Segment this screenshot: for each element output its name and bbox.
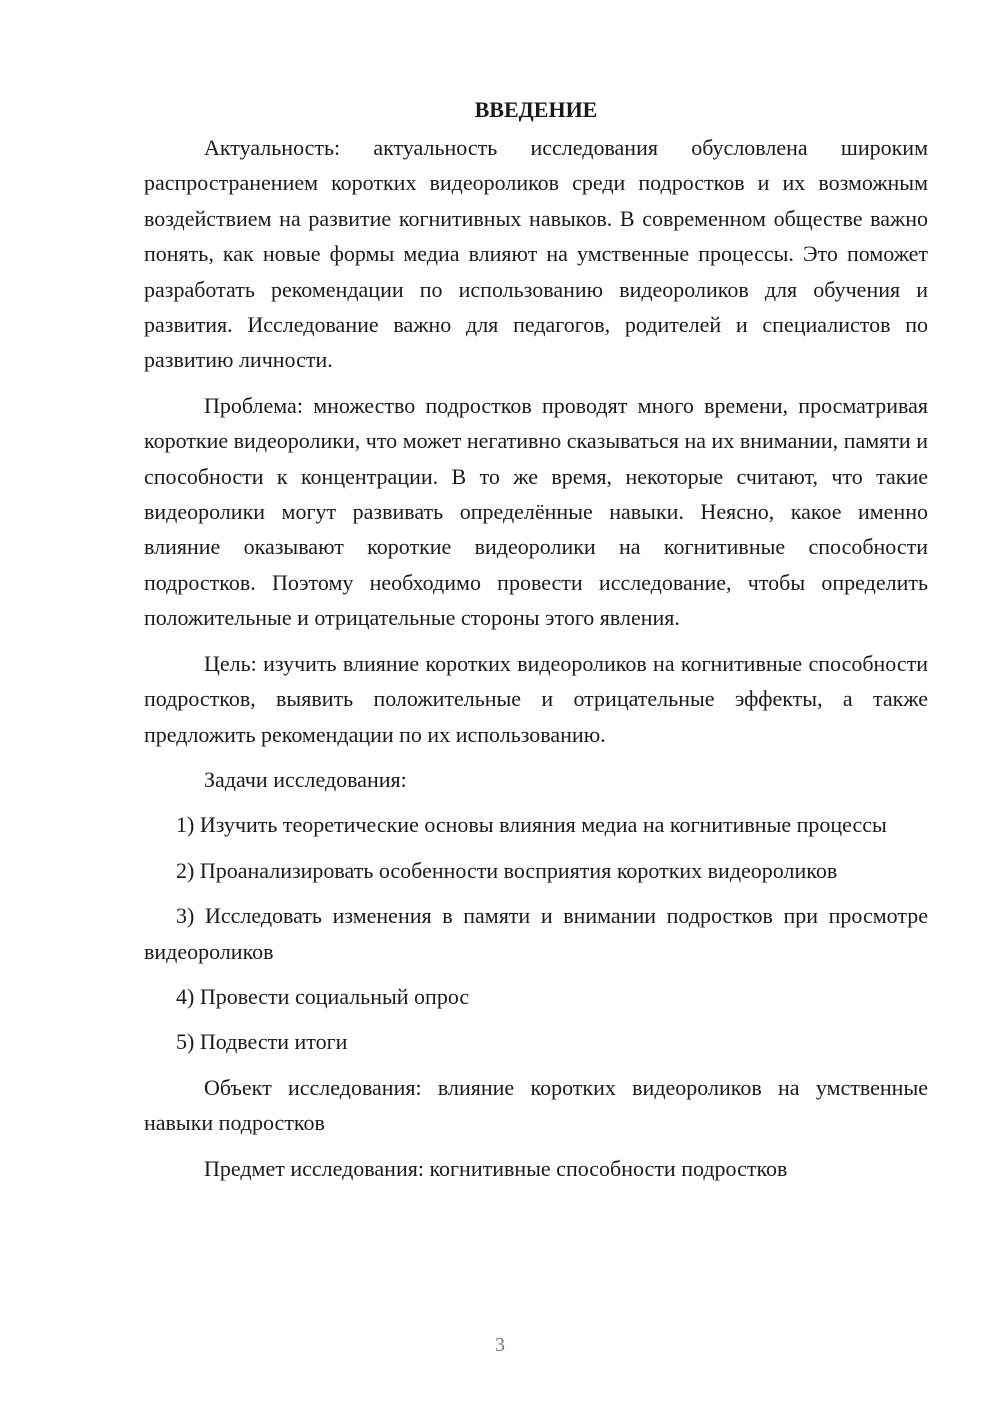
page-number: 3: [495, 1334, 505, 1356]
list-item: 5) Подвести итоги: [176, 1029, 348, 1055]
tasks-list: [144, 807, 928, 1059]
list-item: 4) Провести социальный опрос: [176, 983, 470, 1009]
document-page: [144, 92, 928, 1186]
list-item: 3) Исследовать изменения в памяти и внимании подростков при просмотре видеороликов: [144, 903, 928, 964]
list-item: 1) Изучить теоретические основы влияния медиа на когнитивные процессы: [176, 812, 887, 838]
list-item: 2) Проанализировать особенности восприятия коротких видеороликов: [176, 857, 838, 883]
subject-paragraph: Предмет исследования: когнитивные способности подростков: [204, 1155, 788, 1181]
tasks-heading: Задачи исследования:: [204, 766, 407, 792]
relevance-paragraph: Актуальность: актуальность исследования обусловлена широким распространением коротких видеороликов среди подростков и их возможным воздействием на развитие когнитивных навыков. В современном обществе важно понять, как новые формы медиа влияют на умственные процессы. Это поможет разработать рекомендации по использованию видеороликов для обучения и развития. Исследование важно для педагогов, родителей и специалистов по развитию личности.: [144, 135, 928, 373]
goal-paragraph: Цель: изучить влияние коротких видеороликов на когнитивные способности подростков, выявить положительные и отрицательные эффекты, а также предложить рекомендации по их использованию.: [144, 650, 928, 747]
object-paragraph: Объект исследования: влияние коротких видеороликов на умственные навыки подростков: [144, 1074, 928, 1136]
problem-paragraph: Проблема: множество подростков проводят много времени, просматривая короткие видеоролики, что может негативно сказываться на их внимании, памяти и способности к концентрации. В то же время, некоторые считают, что такие видеоролики могут развивать определённые навыки. Неясно, какое именно влияние оказывают короткие видеоролики на когнитивные способности подростков. Поэтому необходимо провести исследование, чтобы определить положительные и отрицательные стороны этого явления.: [144, 392, 928, 631]
page-title: ВВЕДЕНИЕ: [474, 97, 598, 122]
